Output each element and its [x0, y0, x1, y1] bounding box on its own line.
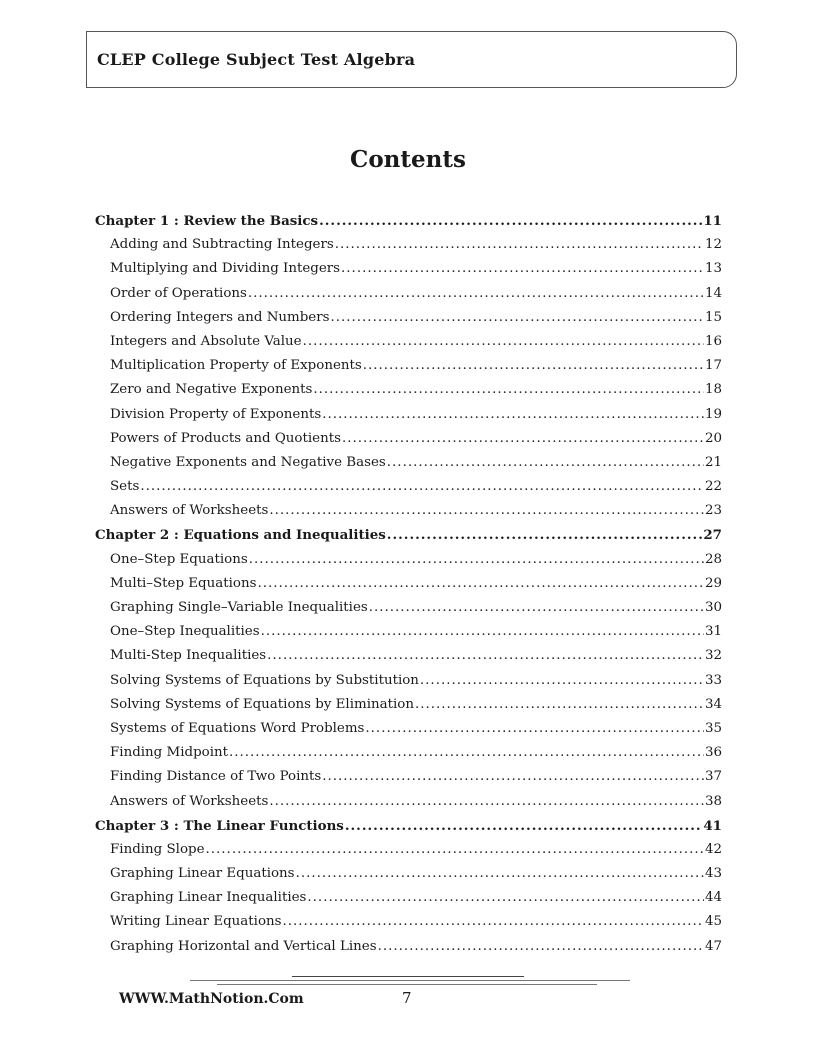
toc-dot-leader [319, 213, 702, 229]
toc-entry-label: Writing Linear Equations [110, 914, 282, 930]
toc-item-row [95, 334, 722, 358]
toc-entry-label: Powers of Products and Quotients [110, 430, 341, 446]
toc-entry-label: Answers of Worksheets [110, 503, 269, 519]
toc-dot-leader [269, 503, 704, 518]
toc-item-row [95, 382, 722, 406]
toc-page-number: 31 [704, 624, 722, 640]
toc-page-number: 32 [704, 648, 722, 664]
toc-dot-leader [322, 769, 704, 784]
toc-entry-label: Zero and Negative Exponents [110, 382, 313, 398]
toc-entry-label: Graphing Horizontal and Vertical Lines [110, 938, 377, 954]
toc-dot-leader [420, 673, 704, 688]
footer-rule [190, 980, 630, 981]
toc-entry-label: Solving Systems of Equations by Substitution [110, 672, 419, 688]
toc-item-row [95, 431, 722, 455]
toc-item-row [95, 721, 722, 745]
toc-dot-leader [269, 794, 704, 809]
toc-page-number: 16 [704, 333, 722, 349]
toc-page-number: 33 [704, 672, 722, 688]
footer-page-number: 7 [402, 989, 412, 1007]
toc-entry-label: One–Step Inequalities [110, 624, 260, 640]
toc-page-number: 22 [704, 479, 722, 495]
toc-entry-label: Multiplying and Dividing Integers [110, 261, 341, 277]
toc-page-number: 38 [704, 793, 722, 809]
toc-page-number: 34 [704, 696, 722, 712]
header-title: CLEP College Subject Test Algebra [97, 50, 416, 69]
toc-item-row [95, 576, 722, 600]
toc-page-number: 44 [704, 890, 722, 906]
toc-item-row [95, 842, 722, 866]
toc-dot-leader [303, 334, 704, 349]
header-box [86, 31, 737, 88]
toc-entry-label: Order of Operations [110, 285, 247, 301]
toc-dot-leader [322, 407, 704, 422]
toc-item-row [95, 261, 722, 285]
toc-dot-leader [296, 866, 704, 881]
toc-entry-label: Graphing Single–Variable Inequalities [110, 600, 368, 615]
toc-dot-leader [267, 648, 704, 663]
toc-dot-leader [140, 479, 704, 494]
toc-page-number: 45 [704, 914, 722, 930]
toc-page-number: 23 [704, 503, 722, 519]
toc-dot-leader [248, 286, 704, 301]
toc-page-number: 29 [704, 575, 722, 591]
toc-chapter-row [95, 818, 722, 842]
toc-item-row [95, 455, 722, 479]
toc-dot-leader [229, 745, 704, 760]
toc-dot-leader [307, 890, 704, 905]
toc-item-row [95, 648, 722, 672]
toc-dot-leader [261, 624, 704, 639]
toc-item-row [95, 745, 722, 769]
toc-page-number: 13 [704, 261, 722, 277]
toc-page-number: 17 [704, 358, 722, 374]
toc-page-number: 30 [704, 600, 722, 615]
toc-chapter-row [95, 213, 722, 237]
toc-dot-leader [257, 576, 703, 591]
toc-entry-label: Answers of Worksheets [110, 793, 269, 809]
toc-page-number: 15 [704, 309, 722, 325]
toc-page-number: 37 [704, 769, 722, 785]
toc-page-number: 12 [704, 237, 722, 253]
toc-entry-label: Finding Midpoint [110, 745, 228, 761]
toc-entry-label: Ordering Integers and Numbers [110, 309, 330, 325]
toc-page-number: 36 [704, 745, 722, 761]
toc-entry-label: Systems of Equations Word Problems [110, 720, 365, 736]
toc-item-row [95, 358, 722, 382]
toc-item-row [95, 503, 722, 527]
table-of-contents [95, 213, 722, 963]
toc-item-row [95, 407, 722, 431]
toc-entry-label: Multi–Step Equations [110, 575, 257, 591]
toc-dot-leader [365, 721, 704, 736]
toc-dot-leader [342, 431, 704, 446]
toc-entry-label: Integers and Absolute Value [110, 333, 302, 349]
toc-page-number: 18 [704, 382, 722, 398]
footer-rule [292, 976, 524, 977]
toc-page-number: 11 [703, 213, 722, 229]
toc-dot-leader [363, 358, 704, 373]
toc-entry-label: One–Step Equations [110, 551, 248, 567]
toc-item-row [95, 794, 722, 818]
toc-page-number: 14 [704, 285, 722, 301]
toc-item-row [95, 939, 722, 963]
toc-item-row [95, 624, 722, 648]
toc-page-number: 41 [703, 817, 722, 834]
toc-dot-leader [283, 914, 704, 929]
toc-item-row [95, 890, 722, 914]
toc-entry-label: Multiplication Property of Exponents [110, 358, 362, 374]
toc-entry-label: Sets [110, 479, 140, 495]
toc-page-number: 35 [704, 720, 722, 736]
toc-dot-leader [341, 261, 704, 276]
toc-item-row [95, 769, 722, 793]
toc-page-number: 19 [704, 406, 722, 422]
toc-entry-label: Graphing Linear Inequalities [110, 890, 307, 906]
toc-dot-leader [331, 310, 704, 325]
toc-entry-label: Multi-Step Inequalities [110, 648, 267, 664]
toc-item-row [95, 673, 722, 697]
toc-page-number: 47 [704, 938, 722, 954]
toc-entry-label: Finding Slope [110, 841, 205, 857]
toc-entry-label: Chapter 3 : The Linear Functions [95, 817, 344, 834]
toc-page-number: 20 [704, 430, 722, 446]
toc-entry-label: Chapter 2 : Equations and Inequalities [95, 527, 386, 544]
toc-entry-label: Adding and Subtracting Integers [110, 237, 334, 253]
toc-page-number: 43 [704, 866, 722, 882]
toc-item-row [95, 237, 722, 261]
toc-dot-leader [345, 818, 703, 834]
toc-item-row [95, 552, 722, 576]
toc-dot-leader [369, 600, 704, 615]
toc-entry-label: Division Property of Exponents [110, 406, 322, 422]
toc-entry-label: Graphing Linear Equations [110, 866, 295, 882]
toc-item-row [95, 286, 722, 310]
toc-dot-leader [387, 527, 703, 543]
toc-item-row [95, 914, 722, 938]
toc-page-number: 27 [703, 527, 722, 544]
toc-item-row [95, 697, 722, 721]
toc-item-row [95, 866, 722, 890]
toc-dot-leader [206, 842, 704, 857]
toc-entry-label: Solving Systems of Equations by Elimination [110, 696, 414, 712]
toc-entry-label: Finding Distance of Two Points [110, 769, 322, 785]
toc-item-row [95, 600, 722, 624]
toc-dot-leader [249, 552, 704, 567]
toc-dot-leader [335, 237, 704, 252]
toc-dot-leader [415, 697, 704, 712]
toc-dot-leader [378, 939, 704, 954]
toc-item-row [95, 310, 722, 334]
contents-title: Contents [350, 146, 466, 173]
toc-entry-label: Chapter 1 : Review the Basics [95, 213, 319, 229]
footer-rule [217, 984, 597, 985]
toc-page-number: 21 [704, 454, 722, 470]
toc-page-number: 42 [704, 841, 722, 857]
toc-item-row [95, 479, 722, 503]
toc-dot-leader [387, 455, 704, 470]
toc-dot-leader [313, 382, 704, 397]
toc-entry-label: Negative Exponents and Negative Bases [110, 454, 386, 470]
toc-chapter-row [95, 527, 722, 551]
footer-website: WWW.MathNotion.Com [119, 991, 304, 1007]
toc-page-number: 28 [704, 551, 722, 567]
